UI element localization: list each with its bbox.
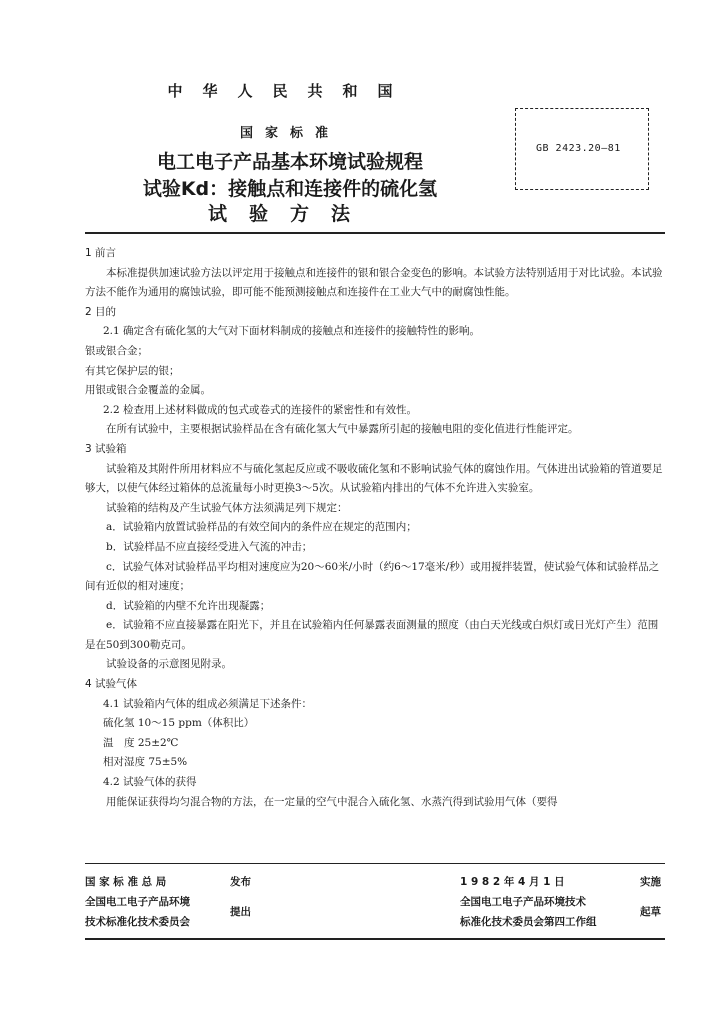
section-2-heading: 2 目的 xyxy=(85,305,117,318)
section-4-heading: 4 试验气体 xyxy=(85,678,138,691)
section-3-item-b: b．试验样品不应直接经受进入气流的冲击； xyxy=(106,540,313,553)
section-3-item-d: d．试验箱的内壁不允许出现凝露； xyxy=(106,599,271,612)
section-3-heading: 3 试验箱 xyxy=(85,442,127,455)
footer-propose-action: 提出 xyxy=(230,906,251,918)
clause-2-1-item-c: 用银或银合金覆盖的金属。 xyxy=(85,384,211,397)
clause-4-1-item-a: 硫化氢 10～15 ppm（体积比） xyxy=(103,717,255,730)
section-3-item-c: c．试验气体对试验样品平均相对速度应为20～60米/小时（约6～17毫米/秒）或用搅拌装置，使试验气体和试验样品之间有近似的相对速度； xyxy=(85,560,660,593)
section-3-item-a: a．试验箱内放置试验样品的有效空间内的条件应在规定的范围内； xyxy=(106,521,417,534)
section-3-paragraph-2: 试验箱的结构及产生试验气体方法须满足列下规定： xyxy=(106,501,348,514)
footer-date-actions xyxy=(640,872,661,922)
footer-issuer: 国 家 标 准 总 局 xyxy=(85,876,167,888)
footer-draft-action: 起草 xyxy=(640,906,661,918)
footer-date: 1 9 8 2 年 4 月 1 日 xyxy=(460,876,565,888)
clause-2-1: 2.1 确定含有硫化氢的大气对下面材料制成的接触点和连接件的接触特性的影响。 xyxy=(103,325,481,338)
section-3-paragraph-1: 试验箱及其附件所用材料应不与硫化氢起反应或不吸收硫化氢和不影响试验气体的腐蚀作用。气体进出试验箱的管道要足够大，以使气体经过箱体的总流量每小时更换3～5次。从试验箱内排出的气体不允许进入实验室。 xyxy=(85,462,663,495)
footer-divider-bottom xyxy=(85,938,665,940)
footer-issue-action: 发布 xyxy=(230,876,251,888)
footer-issuer-block xyxy=(85,872,190,932)
clause-4-1-item-c: 相对湿度 75±5% xyxy=(103,756,188,769)
section-3-paragraph-3: 试验设备的示意图见附录。 xyxy=(106,658,232,671)
clause-2-1-item-b: 有其它保护层的银； xyxy=(85,364,180,377)
footer-date-block xyxy=(460,872,597,932)
footer-drafter-line-1: 全国电工电子产品环境技术 xyxy=(460,896,586,908)
standard-label: 国家标准 xyxy=(239,126,340,141)
footer-issuer-actions xyxy=(230,872,251,922)
header-divider xyxy=(85,232,665,234)
footer-proposer-line-2: 技术标准化技术委员会 xyxy=(85,916,190,928)
clause-4-1-item-b: 温 度 25±2℃ xyxy=(103,736,179,749)
country-name: 中华人民共和国 xyxy=(167,82,413,100)
title-line-1: 电工电子产品基本环境试验规程 xyxy=(156,151,423,173)
standard-number-box xyxy=(515,108,649,190)
title-line-3: 试验方法 xyxy=(207,203,372,225)
footer-divider-top xyxy=(85,863,665,864)
section-1-paragraph: 本标准提供加速试验方法以评定用于接触点和连接件的银和银合金变色的影响。本试验方法特别适用于对比试验。本试验方法不能作为通用的腐蚀试验，即可能不能预测接触点和连接件在工业大气中的耐腐蚀性能。 xyxy=(85,266,663,299)
clause-4-2: 4.2 试验气体的获得 xyxy=(103,776,197,789)
title-line-2: 试验Kd：接触点和连接件的硫化氢 xyxy=(142,178,438,200)
clause-2-2: 2.2 检查用上述材料做成的包式或卷式的连接件的紧密性和有效性。 xyxy=(103,403,418,416)
section-3-item-e: e．试验箱不应直接暴露在阳光下，并且在试验箱内任何暴露表面测量的照度（由白天光线或白炽灯或日光灯产生）范围是在50到300勒克司。 xyxy=(85,619,659,651)
standard-number: GB 2423.20—81 xyxy=(536,143,621,154)
clause-4-1: 4.1 试验箱内气体的组成必须满足下述条件： xyxy=(103,697,313,710)
footer-drafter-line-2: 标准化技术委员会第四工作组 xyxy=(460,916,597,928)
footer-date-action: 实施 xyxy=(640,876,661,888)
section-2-paragraph: 在所有试验中，主要根据试验样品在含有硫化氢大气中暴露所引起的接触电阻的变化值进行性能评定。 xyxy=(106,423,579,436)
footer-proposer-line-1: 全国电工电子产品环境 xyxy=(85,896,190,908)
clause-2-1-item-a: 银或银合金； xyxy=(85,344,148,357)
document-body xyxy=(85,244,665,812)
section-1-heading: 1 前言 xyxy=(85,247,117,259)
clause-4-2-paragraph: 用能保证获得均匀混合物的方法，在一定量的空气中混合入硫化氢、水蒸汽得到试验用气体（要得 xyxy=(106,795,558,808)
